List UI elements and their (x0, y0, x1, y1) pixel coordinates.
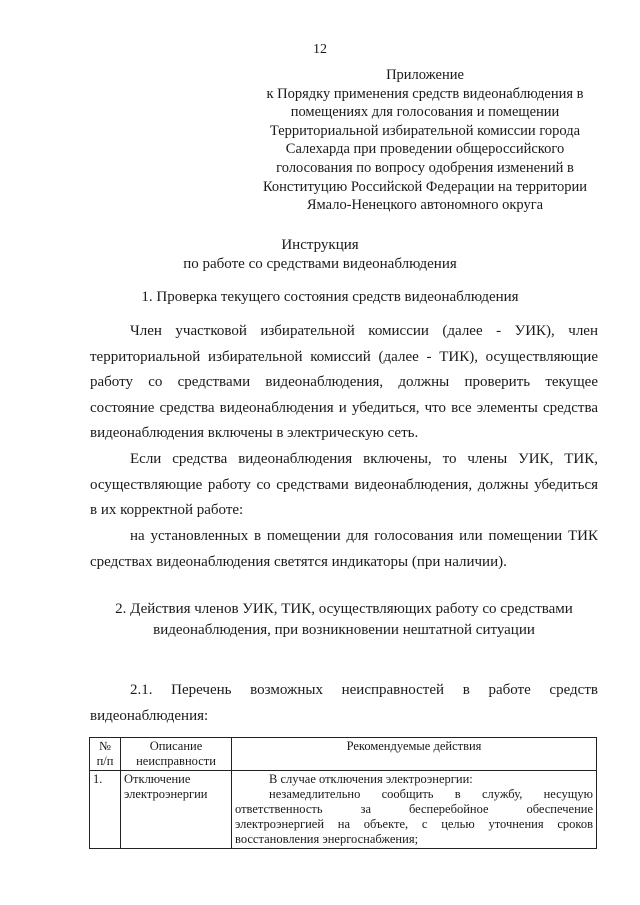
appendix-line: к Порядку применения средств видеонаблюдения в (266, 85, 584, 102)
subtitle-line: по работе со средствами видеонаблюдения (183, 256, 457, 272)
faults-table (89, 737, 597, 849)
section-1-paragraph-2 (90, 447, 598, 524)
paragraph-line: территориальной избирательной комиссий (далее - ТИК), осуществляющие (90, 348, 598, 365)
paragraph-line: Член участковой избирательной комиссии (далее - УИК), член (130, 323, 598, 339)
appendix-line: голосования по вопросу одобрения изменений в (276, 159, 574, 176)
action-line: В случае отключения электроэнергии: (269, 772, 473, 786)
paragraph-line: состояние средства видеонаблюдения и убедиться, что все элементы средства (90, 399, 598, 416)
paragraph-line: Если средства видеонаблюдения включены, то члены УИК, ТИК, (130, 451, 598, 467)
paragraph-line: работу со средствами видеонаблюдения, должны проверить текущее (90, 374, 598, 390)
paragraph-line: на установленных в помещении для голосования или помещении ТИК (130, 528, 598, 544)
appendix-header (240, 66, 610, 215)
paragraph-line: видеонаблюдения включены в электрическую сеть. (90, 425, 419, 441)
heading-line: 2. Действия членов УИК, ТИК, осуществляющих работу со средствами (115, 601, 573, 617)
item-word: в (462, 682, 470, 698)
section-2-heading (90, 599, 598, 641)
appendix-line: Ямало-Ненецкого автономного округа (306, 197, 544, 214)
item-2-1-continuation: видеонаблюдения: (90, 707, 209, 724)
section-1-heading: 1. Проверка текущего состояния средств видеонаблюдения (141, 289, 519, 305)
row-actions (232, 771, 597, 849)
action-line: электроэнергией на объекте, с целью уточнения сроков (235, 817, 593, 831)
action-line: ответственность за бесперебойное обеспечение (235, 802, 593, 816)
paragraph-line: в их корректной работе: (90, 502, 244, 518)
page-number: 12 (313, 42, 327, 57)
header-num (90, 738, 121, 771)
item-word: Перечень (171, 682, 232, 698)
title-line: Инструкция (281, 237, 359, 253)
section-1-paragraph-1 (90, 319, 598, 447)
appendix-line: Приложение (386, 67, 464, 83)
action-line: восстановления энергоснабжения; (235, 832, 419, 846)
desc-line: электроэнергии (124, 787, 208, 801)
row-description (121, 771, 232, 849)
item-2-1-first-line (90, 678, 598, 704)
appendix-line: Конституцию Российской Федерации на территории (262, 178, 588, 195)
desc-line: Отключение (124, 772, 191, 786)
item-word: неисправностей (341, 682, 445, 698)
header-actions: Рекомендуемые действия (232, 738, 597, 771)
header-num-line1: № (99, 739, 111, 753)
header-desc-line2: неисправности (136, 754, 216, 768)
row-num: 1. (90, 771, 121, 849)
heading-line: видеонаблюдения, при возникновении нештатной ситуации (153, 622, 535, 638)
item-word: средств (549, 682, 598, 698)
header-num-line2: п/п (96, 754, 114, 768)
document-title (0, 236, 640, 274)
section-1-paragraph-3 (90, 524, 598, 575)
header-desc-line1: Описание (149, 739, 203, 753)
paragraph-line: средствах видеонаблюдения светятся индикаторы (при наличии). (90, 553, 507, 570)
table-row (90, 771, 597, 849)
item-word: возможных (250, 682, 323, 698)
item-word: 2.1. (130, 682, 153, 698)
item-word: работе (488, 682, 531, 698)
item-2-1 (90, 678, 598, 729)
table-header-row (90, 738, 597, 771)
appendix-line: Салехарда при проведении общероссийского (285, 141, 565, 158)
header-description (121, 738, 232, 771)
paragraph-line: осуществляющие работу со средствами видеонаблюдения, должны убедиться (90, 476, 598, 493)
appendix-line: Территориальной избирательной комиссии города (269, 122, 581, 139)
appendix-line: помещениях для голосования и помещении (290, 104, 560, 121)
action-line: незамедлительно сообщить в службу, несущую (269, 787, 593, 801)
